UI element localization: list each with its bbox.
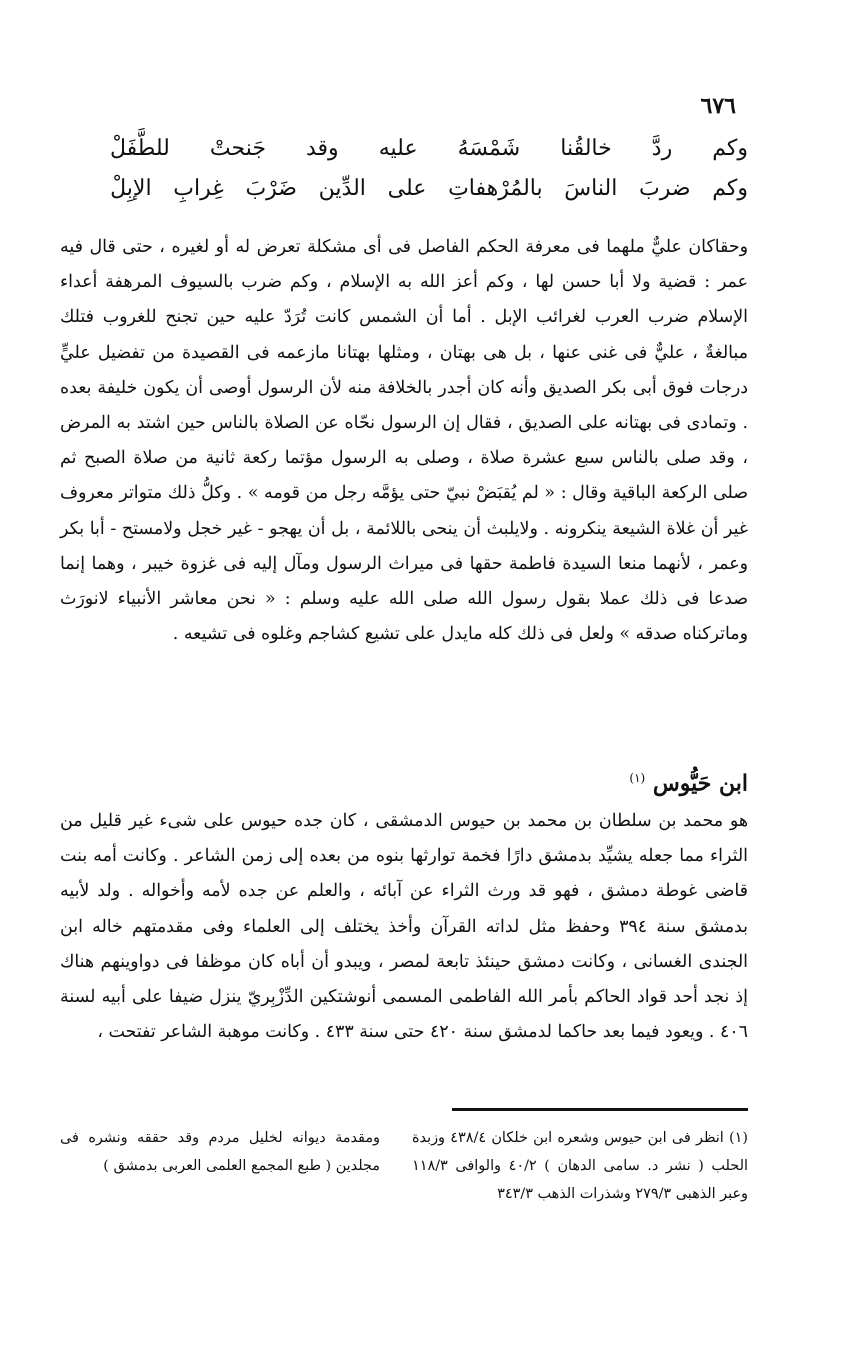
verse-word: الدِّين	[318, 175, 366, 201]
verse-word: للطَّفَلْ	[110, 135, 170, 161]
verse-word: ردَّ	[651, 135, 673, 161]
paragraph-ibn-hayyus: هو محمد بن سلطان بن محمد بن حيوس الدمشقى ، كان جده حيوس على شىء غير قليل من الثراء مما جعله يشيِّد بدمشق دارًا فخمة توارثها بنوه من بعده إلى زمن الشاعر . وكانت أمه بنت قاضى غوطة دمشق ، فهو قد ورث الثراء عن آبائه ، والعلم عن جده لأمه وأخواله . ولد لأبيه بدمشق سنة ٣٩٤ وحفظ مثل لداته القرآن وأخذ يختلف إلى العلماء وفى مقدمتهم خاله ابن الجندى الغسانى ، وكانت دمشق حينئذ تابعة لمصر ، ويبدو أن أباه كان موظفا فى دواوينهم هناك إذ نجد أحد قواد الحاكم بأمر الله الفاطمى المسمى أنوشتكين الدِّزْبِريّ ينزل ضيفا على أبيه لسنة ٤٠٦ . ويعود فيما بعد حاكما لدمشق سنة ٤٢٠ حتى سنة ٤٣٣ . وكانت موهبة الشاعر تفتحت ،	[60, 811, 748, 1043]
footnote-divider	[452, 1108, 748, 1111]
verse-word: جَنحتْ	[209, 135, 266, 161]
verse-word: بالمُرْهفاتِ	[448, 175, 543, 201]
verse-word: ضربَ	[639, 175, 691, 201]
verse-2	[110, 168, 748, 208]
verse-word: وقد	[305, 135, 339, 161]
footnote-1: (١) انظر فى ابن حيوس وشعره ابن خلكان ٤٣٨/٤ وزبدة الحلب ( نشر د. سامى الدهان ) ٤٠/٢ والوافى ١١٨/٣ وعبر الذهبى ٢٧٩/٣ وشذرات الذهب ٣٤٣/٣	[412, 1130, 748, 1202]
verse-word: الناسَ	[564, 175, 618, 201]
verse-word: شَمْسَهُ	[457, 135, 521, 161]
section-heading	[400, 758, 748, 803]
page-number: ٦٧٦	[700, 93, 736, 119]
verse-word: ضَرْبَ	[245, 175, 297, 201]
verse-word: وكم	[712, 135, 748, 161]
paragraph-kashajim: وحقاكان عليٌّ ملهما فى معرفة الحكم الفاصل فى أى مشكلة تعرض له أو لغيره ، حتى قال فيه عمر : قضية ولا أبا حسن لها ، وكم أعز الله به الإسلام ، وكم ضرب بالسيوف المرهفة أعداء الإسلام ضرب العرب لغرائب الإبل . أما أن الشمس كانت تُرَدّ عليه حين تجنح للغروب فتلك مبالغةٌ ، عليٌّ فى غنى عنها ، بل هى بهتان ، ومثلها بهتانا مازعمه فى القصيدة من تفضيل عليٍّ درجات فوق أبى بكر الصديق وأنه كان أجدر بالخلافة منه لأن الرسول أوصى أن يكون خليفة بعده . وتمادى فى بهتانه على الصديق ، فقال إن الرسول نحّاه عن الصلاة بالناس حين اشتد به المرض ، وقد صلى بالناس سبع عشرة صلاة ، وصلى به الرسول مؤتما ركعة ثانية من صلاة الصبح ثم صلى الركعة الباقية وقال : « لم يُقبَضْ نبيّ حتى يؤمَّه رجل من قومه » . وكلُّ ذلك متواتر معروف غير أن غلاة الشيعة ينكرونه . ولايلبث أن ينحى باللائمة ، بل أن يهجو - غير خجل ولامستح - أبا بكر وعمر ، لأنهما منعا السيدة فاطمة حقها فى ميراث الرسول ومآل إليه فى غزوة خيبر ، وهما إنما صدعا فى ذلك عملا بقول رسول الله صلى الله عليه وسلم : « نحن معاشر الأنبياء لانورَث وماتركناه صدقه » ولعل فى ذلك كله مايدل على تشيع كشاجم وغلوه فى تشيعه .	[60, 237, 748, 645]
verse-word: عليه	[378, 135, 418, 161]
verse-word: على	[387, 175, 427, 201]
verse-word: غِرابِ	[173, 175, 224, 201]
verse-word: الإبِلْ	[110, 175, 152, 201]
section-title: ابن حَيُّوس	[652, 770, 748, 797]
verse-word: خالقُنا	[560, 135, 612, 161]
verse-1	[110, 128, 748, 168]
footnote-marker: (١)	[629, 771, 646, 785]
footnote-1-continued: ومقدمة ديوانه لخليل مردم وقد حققه ونشره فى مجلدين ( طبع المجمع العلمى العربى بدمشق )	[60, 1130, 380, 1174]
verse-word: وكم	[712, 175, 748, 201]
